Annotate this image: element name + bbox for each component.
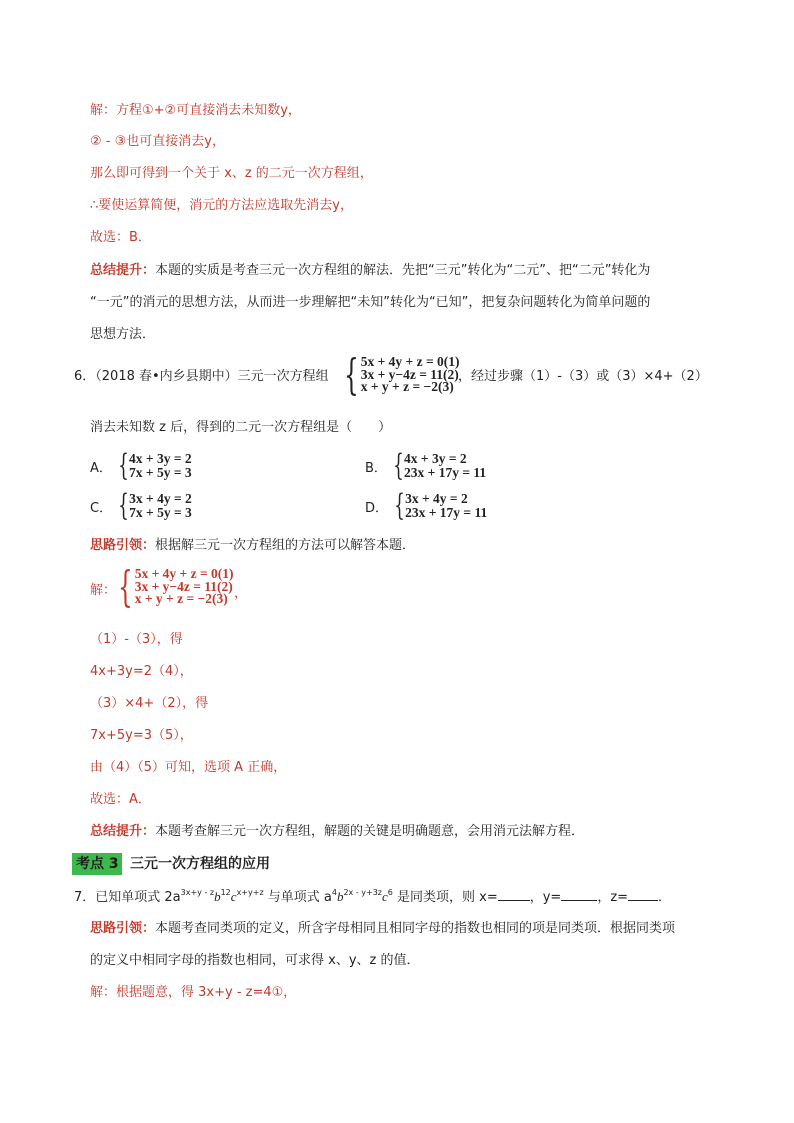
option-b-label: B．	[365, 460, 387, 476]
brace-icon: {	[118, 448, 129, 483]
option-c-eq2: 7x + 5y = 3	[129, 505, 192, 520]
option-a-eq1: 4x + 3y = 2	[129, 451, 192, 466]
q6-eq1: 5x + 4y + z = 0(1)	[360, 354, 460, 370]
q6-sol-step5: 由（4）（5）可知，选项 A 正确，	[90, 760, 287, 775]
q7-hint-line2: 的定义中相同字母的指数也相同，可求得 x、y、z 的值．	[90, 953, 420, 968]
brace-icon: {	[344, 350, 359, 399]
option-d-label: D．	[365, 500, 389, 516]
q7-exp5: 2x - y+3z	[343, 888, 382, 897]
option-d-eq1: 3x + 4y = 2	[405, 491, 468, 506]
q7-y-label: ，y=	[529, 890, 562, 905]
answer-blank-y[interactable]	[561, 888, 597, 901]
option-d-eq2: 23x + 17y = 11	[405, 505, 488, 520]
option-c[interactable]	[90, 488, 192, 523]
option-c-label: C．	[90, 500, 113, 516]
option-a-system	[129, 452, 192, 480]
q6-sol-eq2: 3x + y−4z = 11(2)	[134, 578, 233, 594]
q6-prefix: 6．（2018 春•内乡县期中）三元一次方程组	[74, 369, 329, 384]
summary-label: 总结提升：	[90, 824, 156, 839]
option-c-system	[129, 492, 192, 520]
sol5-line1: 解：方程①+②可直接消去未知数y，	[90, 103, 301, 118]
q7-b: b	[214, 889, 221, 904]
sol5-summary-line1	[90, 261, 650, 281]
brace-icon: {	[118, 562, 133, 611]
q7-exp4: 4	[331, 888, 337, 897]
q6-sol-prefix: 解：	[90, 583, 117, 598]
q7-z-label: ，z=	[597, 890, 629, 905]
option-d[interactable]	[365, 488, 488, 523]
option-b-eq2: 23x + 17y = 11	[404, 465, 487, 480]
q7-exp1: 3x+y - z	[180, 888, 215, 897]
q6-sol-eq3: x + y + z = −2(3)	[134, 591, 228, 607]
sol5-summary-line3: 思想方法．	[90, 327, 156, 342]
q7-hint-line1	[90, 919, 675, 939]
summary-text: 本题考查解三元一次方程组，解题的关键是明确题意，会用消元法解方程．	[155, 824, 585, 839]
sol5-line2: ② - ③也可直接消去y，	[90, 134, 225, 149]
q6-sol-eq1: 5x + 4y + z = 0(1)	[134, 566, 234, 582]
q6-sol-step1: （1）-（3），得	[90, 632, 183, 647]
section-title: 三元一次方程组的应用	[130, 856, 270, 872]
q6-system-rows	[361, 356, 460, 394]
summary-label: 总结提升：	[90, 263, 156, 278]
option-b-eq1: 4x + 3y = 2	[404, 451, 467, 466]
q7-prefix: 7．已知单项式 2a	[74, 890, 181, 905]
option-b-system	[404, 452, 486, 480]
section-badge: 考点 3	[72, 853, 122, 875]
brace-icon: {	[394, 488, 405, 523]
q6-line2: 消去未知数 z 后，得到的二元一次方程组是（ ）	[90, 420, 392, 435]
q6-summary	[90, 822, 584, 842]
option-a-eq2: 7x + 5y = 3	[129, 465, 192, 480]
q7-c: c	[230, 889, 237, 904]
option-a[interactable]	[90, 448, 192, 483]
option-b[interactable]	[365, 448, 487, 483]
option-a-label: A．	[90, 460, 112, 476]
hint-text: 本题考查同类项的定义，所含字母相同且相同字母的指数也相同的项是同类项．根据同类项	[155, 921, 676, 936]
q7-stem	[74, 887, 671, 908]
q6-system	[338, 350, 460, 399]
q7-end: ．	[658, 890, 672, 905]
sol5-line3: 那么即可得到一个关于 x、z 的二元一次方程组，	[90, 166, 373, 181]
q6-sol-suffix: ，	[234, 586, 248, 601]
q7-exp6: 6	[387, 888, 393, 897]
summary-text: 本题的实质是考查三元一次方程组的解法．先把“三元”转化为“二元”、把“二元”转化为	[155, 263, 651, 278]
q6-sol-step3: （3）×4+（2），得	[90, 696, 209, 711]
q7-exp3: x+y+z	[236, 888, 264, 897]
hint-label: 思路引领：	[90, 538, 156, 553]
answer-blank-x[interactable]	[498, 888, 530, 901]
q6-sol-step4: 7x+5y=3（5），	[90, 728, 193, 743]
q6-eq3: x + y + z = −2(3)	[360, 379, 454, 395]
q6-hint	[90, 536, 415, 556]
q6-suffix: ，经过步骤（1）-（3）或（3）×4+（2）	[458, 369, 708, 384]
hint-label: 思路引领：	[90, 921, 156, 936]
q6-sol-system	[112, 562, 234, 611]
hint-text: 根据解三元一次方程组的方法可以解答本题．	[155, 538, 416, 553]
q7-b2: b	[336, 889, 344, 904]
q6-eq2: 3x + y−4z = 11(2)	[360, 366, 459, 382]
sol5-line5: 故选：B．	[90, 230, 151, 245]
q7-mid: 与单项式 a	[263, 890, 332, 905]
option-c-eq1: 3x + 4y = 2	[129, 491, 192, 506]
sol5-summary-line2: “一元”的消元的思想方法，从而进一步理解把“未知”转化为“已知”，把复杂问题转化为简单问题的	[90, 295, 651, 310]
answer-blank-z[interactable]	[628, 888, 658, 901]
option-d-system	[405, 492, 487, 520]
q6-sol-system-rows	[135, 568, 234, 606]
q7-solution: 解：根据题意，得 3x+y - z=4①，	[90, 985, 297, 1000]
q6-sol-step2: 4x+3y=2（4），	[90, 664, 193, 679]
q7-exp2: 12	[220, 888, 231, 897]
q7-c2: c	[382, 889, 388, 904]
brace-icon: {	[393, 448, 404, 483]
q6-sol-step6: 故选：A．	[90, 792, 151, 807]
q7-tail: 是同类项，则 x=	[392, 890, 498, 905]
sol5-line4: ∴要使运算简便，消元的方法应选取先消去y，	[90, 198, 353, 213]
brace-icon: {	[118, 488, 129, 523]
